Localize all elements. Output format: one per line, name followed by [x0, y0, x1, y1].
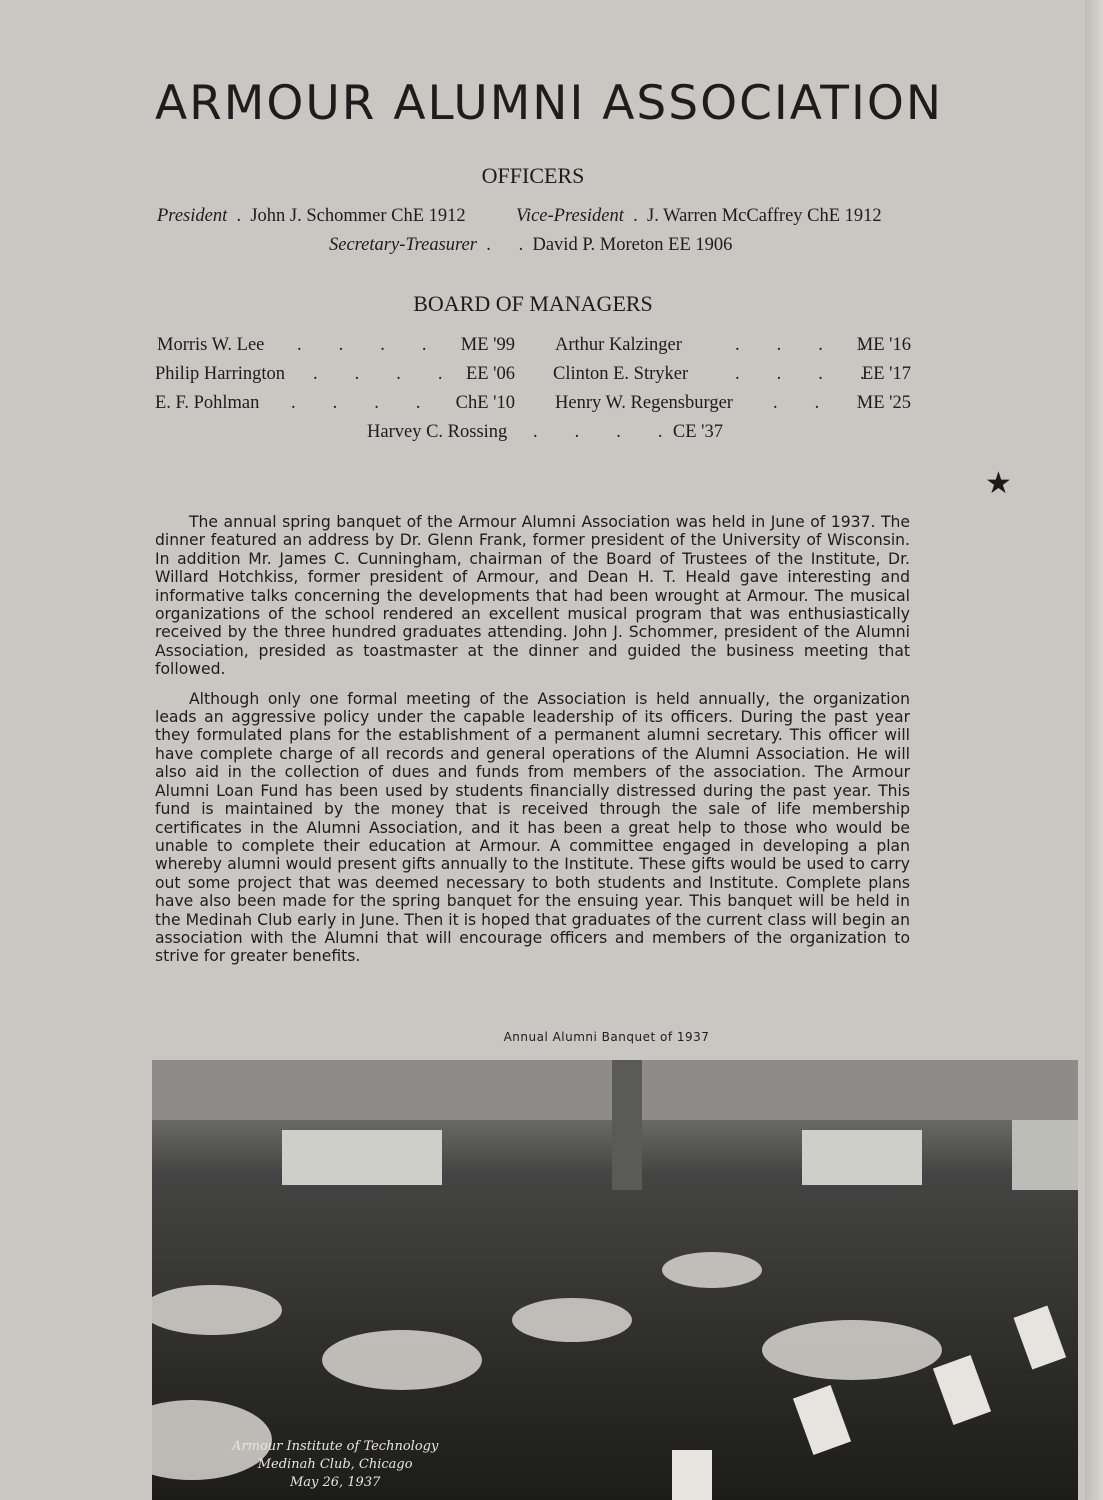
photo-caption: Annual Alumni Banquet of 1937 — [503, 1030, 710, 1044]
officers-line-1: President . John J. Schommer ChE 1912 — [157, 206, 466, 226]
vice-president-name: J. Warren McCaffrey ChE 1912 — [647, 206, 882, 226]
board-member: Clinton E. Stryker . . . . EE '17 — [553, 364, 911, 384]
star-icon: ★ — [985, 466, 1012, 501]
president-label: President — [157, 206, 228, 226]
officers-heading: OFFICERS — [481, 163, 585, 188]
officers-line-2: Vice-President . J. Warren McCaffrey ChE 1912 — [516, 206, 882, 226]
board-member: E. F. Pohlman . . . . ChE '10 — [155, 393, 515, 413]
page-edge — [1085, 0, 1103, 1500]
body-text — [155, 513, 910, 966]
board-member: Henry W. Regensburger . . ME '25 — [555, 393, 911, 413]
secretary-name: David P. Moreton EE 1906 — [532, 235, 733, 255]
board-member: Philip Harrington . . . . EE '06 — [155, 364, 515, 384]
board-member: Morris W. Lee . . . . ME '99 — [157, 335, 515, 355]
vice-president-label: Vice-President — [516, 206, 624, 226]
president-name: John J. Schommer ChE 1912 — [250, 206, 466, 226]
paragraph: The annual spring banquet of the Armour Alumni Association was held in June of 1937. The dinner featured an address by Dr. Glenn Frank, former president of the University of Wisconsin. In addition Mr. James C. Cunningham, chairman of the Board of Trustees of the Institute, Dr. Willard Hotchkiss, former president of Armour, and Dean H. T. Heald gave interesting and informative talks concerning the developments that had been wrought at Armour. The musical organizations of the school rendered an excellent musical program that was enthusiastically received by the three hundred graduates attending. John J. Schommer, president of the Alumni Association, presided as toastmaster at the dinner and guided the business meeting that followed. — [155, 513, 910, 679]
banquet-photo — [152, 1060, 1078, 1500]
board-heading: BOARD OF MANAGERS — [413, 291, 653, 316]
banquet-scene-illustration — [152, 1060, 1078, 1500]
paragraph: Although only one formal meeting of the Association is held annually, the organization leads an aggressive policy under the capable leadership of its officers. During the past year they formulated plans for the establishment of a permanent alumni secretary. This officer will have complete charge of all records and general operations of the Alumni Association. He will also aid in the collection of dues and funds from members of the association. The Armour Alumni Loan Fund has been used by students financially distressed during the past year. This fund is maintained by the money that is received through the sale of life membership certificates in the Alumni Association, and it has been a great help to those who would be unable to complete their education at Armour. A committee engaged in developing a plan whereby alumni would present gifts annually to the Institute. These gifts would be used to carry out some project that was deemed necessary to both students and Institute. Complete plans have also been made for the spring banquet for the ensuing year. This banquet will be held in the Medinah Club early in June. Then it is hoped that graduates of the current class will begin an association with the Alumni that will encourage officers and members of the organization to strive for greater benefits. — [155, 689, 910, 966]
photo-inscription: Armour Institute of Technology Medinah Club, Chicago May 26, 1937 — [232, 1439, 439, 1490]
board-member: Harvey C. Rossing . . . . CE '37 — [367, 422, 723, 442]
officers-line-3: Secretary-Treasurer . . David P. Moreton EE 1906 — [329, 235, 733, 255]
board-member: Arthur Kalzinger . . . . ME '16 — [555, 335, 911, 355]
secretary-label: Secretary-Treasurer — [329, 235, 477, 255]
page-title: ARMOUR ALUMNI ASSOCIATION — [155, 76, 943, 131]
